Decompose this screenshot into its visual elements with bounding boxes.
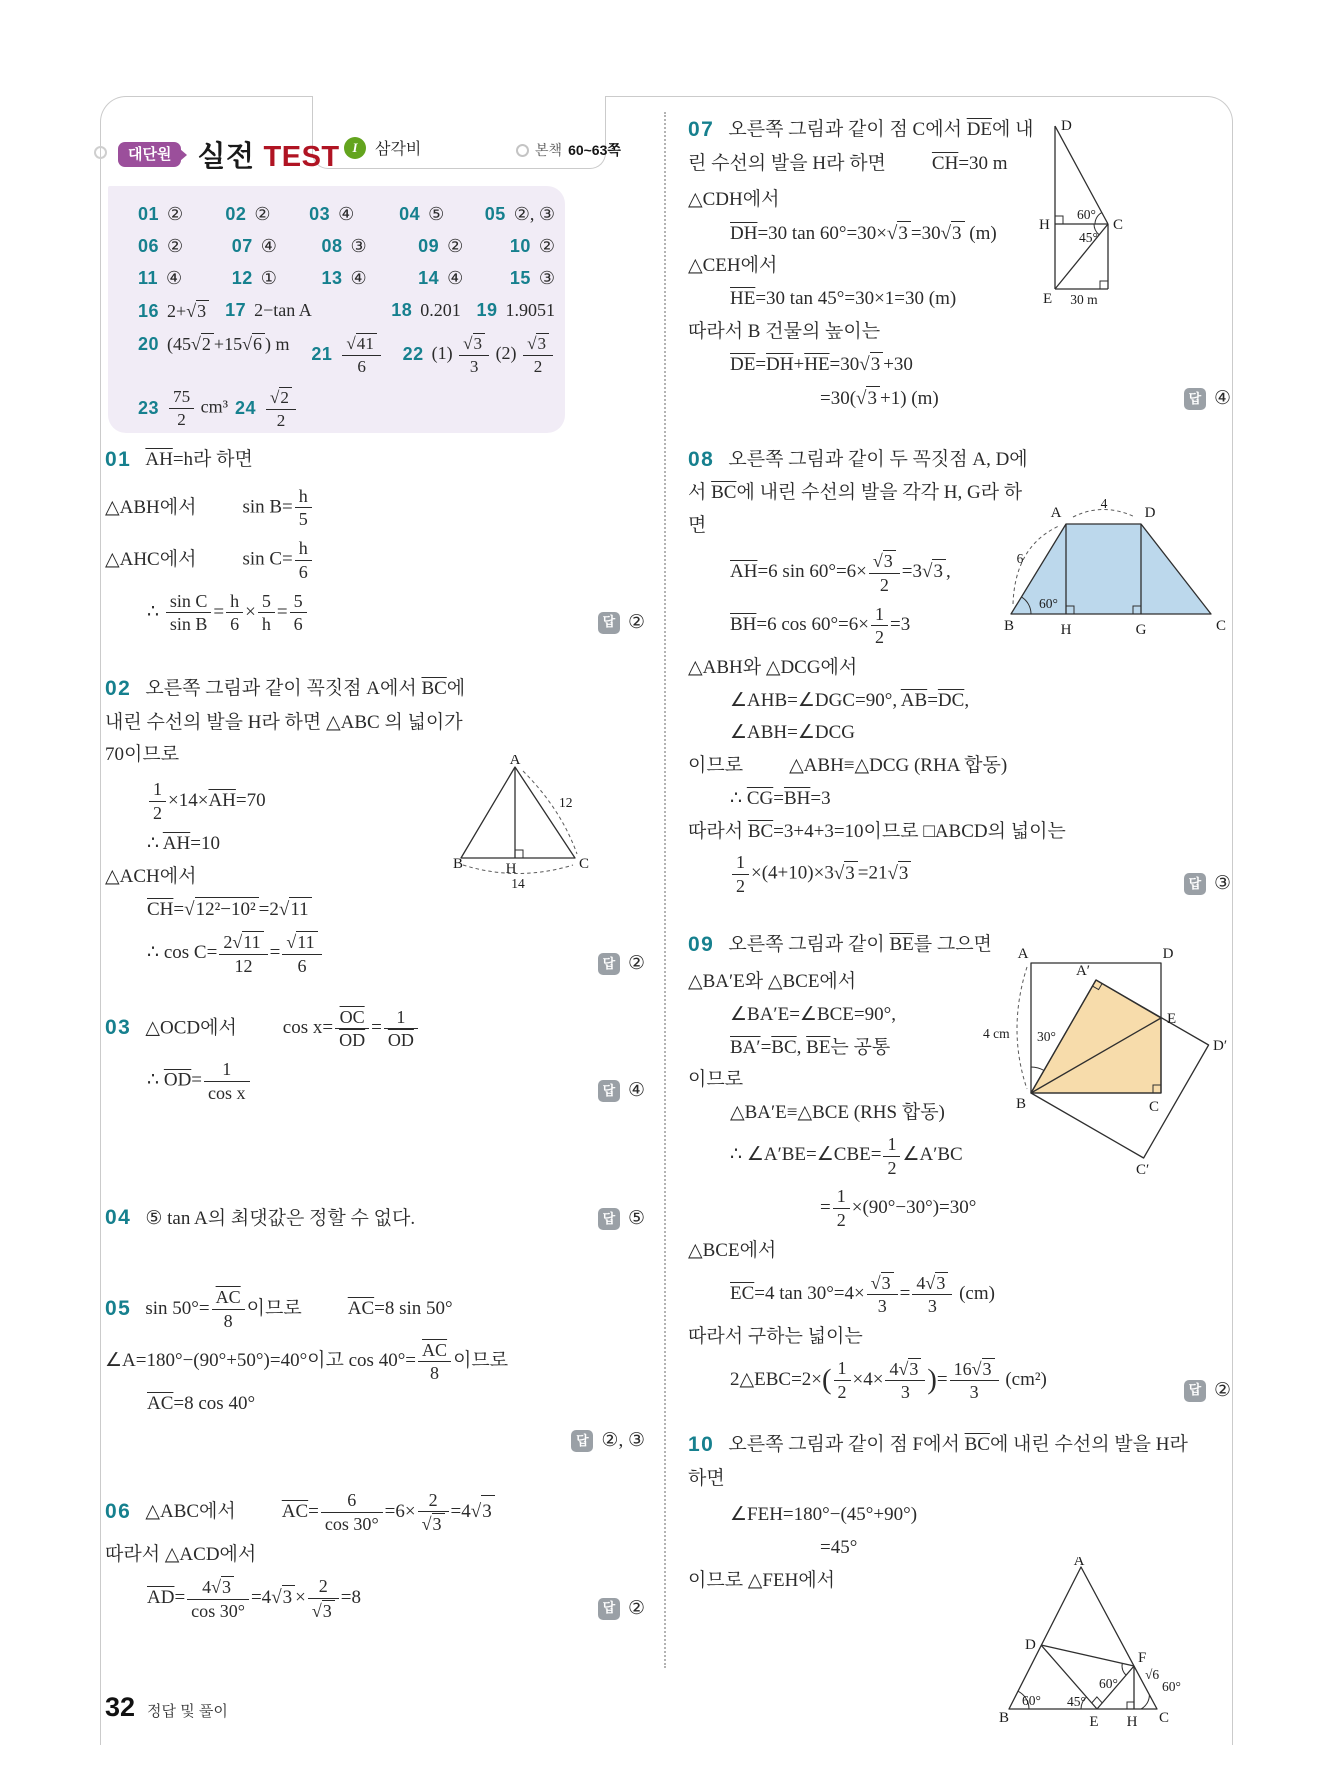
section-header — [118, 134, 340, 175]
vertex-label: B — [453, 856, 464, 873]
formula-line: $\overline{CH}=√12^2-10^2 =2√11$ — [147, 897, 645, 923]
book-reference — [516, 140, 621, 160]
vertex-label: E — [1043, 291, 1053, 307]
right-angle-mark — [1127, 1702, 1134, 1709]
solution-03 — [105, 1007, 645, 1104]
answer-badge: 답 ② — [598, 1597, 645, 1622]
formula-line: △ABH에서 sin B= $\frac{h}{5}$ — [105, 486, 645, 531]
solution-05 — [105, 1287, 645, 1453]
answer-item: 19 1.9051 — [476, 300, 556, 320]
vertex-label: D — [1162, 945, 1174, 962]
formula-line: $\overline{HE}=30$ tan 45°=30×1=30 (m) — [730, 288, 957, 310]
answer-item: 02 ② — [225, 204, 271, 224]
figure-07-buildings — [1003, 114, 1123, 318]
answer-key-row — [138, 300, 555, 322]
formula-line: 따라서 B 건물의 높이는 — [688, 320, 881, 342]
figure-02-triangle — [453, 755, 593, 897]
angle-label: 60° — [1099, 1676, 1118, 1692]
formula-line: ∴ $\overline{OD}=$ $\frac{1}{\text{cos x}}$ 답 ④ — [147, 1059, 645, 1103]
book-ref-pages: 60~63쪽 — [568, 142, 621, 158]
answer-label-icon: 답 — [598, 1208, 620, 1230]
solution-head: 08 오른쪽 그림과 같이 두 꼭짓점 A, D에서 $\overline{BC}$에 내린 수선의 발을 각각 H, G라 하면 — [688, 447, 1028, 536]
solution-04 — [105, 1200, 645, 1236]
answer-key-row — [138, 236, 555, 257]
right-angle-mark — [515, 850, 523, 858]
formula-line: = $\frac{1}{2}$ ×(90°−30°)=30° — [820, 1186, 977, 1231]
answer-line — [105, 1429, 645, 1454]
footer-label: 정답 및 풀이 — [147, 1703, 228, 1720]
solution-09 — [688, 927, 1231, 1404]
angle-label: 60° — [1022, 1693, 1041, 1709]
answer-item: 24 $\frac{√2}{2}$ — [235, 387, 298, 430]
vertex-label: E — [1167, 1010, 1177, 1027]
solution-01 — [105, 442, 645, 635]
formula-line: ∠AHB=∠DGC=90°, $\overline{AB}=\overline{DC}$, — [730, 689, 970, 711]
formula-line: ∠BA′E=∠BCE=90°, — [730, 1004, 896, 1026]
formula-line: ∴ $\overline{AH}=10$ — [147, 832, 220, 854]
solution-head: 07 오른쪽 그림과 같이 점 C에서 $\overline{DE}$에 내린 수선의 발을 H라 하면 $\overline{CH}=30$ m — [688, 118, 1034, 174]
answer-badge: 답 ⑤ — [598, 1203, 645, 1235]
vertex-label: A — [1017, 945, 1029, 962]
vertex-label: A — [1073, 1557, 1085, 1570]
vertex-label: H — [505, 861, 517, 878]
answer-badge: 답 ② — [598, 952, 645, 977]
solution-02 — [105, 671, 645, 976]
vertex-label: B — [999, 1710, 1010, 1727]
length-label: 14 — [511, 876, 525, 892]
vertex-label: A — [1050, 504, 1062, 521]
vertex-label: D — [1061, 118, 1072, 134]
angle-label: 60° — [1039, 595, 1058, 611]
formula-line: ∠FEH=180°−(45°+90°) — [730, 1504, 918, 1526]
formula-line: $\overline{AH}=6$ sin 60°=6× $\frac{√3}{2}$ =3√3 , — [730, 551, 951, 595]
answer-label-icon: 답 — [1184, 873, 1206, 895]
length-label: 30 m — [1070, 292, 1098, 307]
answer-item: 10 ② — [509, 236, 555, 256]
formula-line: =45° — [820, 1536, 858, 1558]
vertex-label: D — [1144, 504, 1156, 521]
formula-line: $\overline{AD}=$ $\frac{4√3}{\cos 30^\circ}$ =4√3 × $\frac{2}{√3}$ =8 답 ② — [147, 1575, 645, 1621]
answer-label-icon: 답 — [598, 1598, 620, 1620]
page-footer — [105, 1692, 228, 1723]
answer-key-row — [138, 204, 555, 225]
solution-06 — [105, 1490, 645, 1622]
solution-head: 06 △ABC에서 $\overline{AC}=$ $\frac{6}{\cos 30^\circ}$ =6× $\frac{2}{√3}$ =4√3 — [105, 1490, 645, 1536]
vertex-label: C — [1113, 217, 1123, 233]
answer-item: 01 ② — [138, 204, 184, 224]
answer-item: 15 ③ — [509, 268, 555, 288]
vertex-label: D′ — [1213, 1037, 1228, 1054]
answer-item: 04 ⑤ — [399, 204, 445, 224]
formula-line: $\overline{BH}=6$ cos 60°=6× $\frac{1}{2}$ =3 — [730, 603, 911, 648]
angle-label: 45° — [1067, 1694, 1086, 1710]
formula-line: ∴ $\frac{\text{sin C}}{\text{sin B}}$ = $\frac{h}{6}$ × $\frac{5}{h}$ = $\frac{5}{6}$ 답 ② — [147, 590, 645, 635]
page-title-accent: TEST — [263, 141, 340, 173]
angle-label: 30° — [1037, 1028, 1056, 1044]
answer-label-icon: 답 — [1184, 388, 1206, 410]
decorative-ring-icon — [94, 146, 107, 159]
answer-badge: 답 ② — [1184, 1379, 1231, 1404]
vertex-label: C — [579, 856, 590, 873]
formula-line: △ABH와 △DCG에서 — [688, 657, 858, 679]
length-label: 6 — [1016, 550, 1024, 566]
answer-label-icon: 답 — [598, 953, 620, 975]
vertex-label: B — [1015, 1095, 1027, 1112]
answer-badge: 답 ③ — [1184, 872, 1231, 897]
formula-line: 2△EBC=2×( $\frac{1}{2}$ ×4× $\frac{4√3}{3}$ )= $\frac{16√3}{3}$ (cm²) 답 ② — [730, 1358, 1231, 1403]
formula-line: $\overline{AC}=8$ cos 40° — [147, 1393, 256, 1415]
answer-label-icon: 답 — [598, 612, 620, 634]
formula-line: △ACH에서 — [105, 865, 197, 887]
answer-item: 14 ④ — [418, 268, 464, 288]
column-divider — [664, 112, 666, 1668]
formula-line: △CEH에서 — [688, 255, 778, 277]
answer-item: 22 (1) $\frac{√3}{3}$ (2) $\frac{√3}{2}$ — [403, 333, 555, 376]
solution-head: 04 ⑤ tan A의 최댓값은 정할 수 없다. 답 ⑤ — [105, 1200, 645, 1236]
answer-item: 18 0.201 — [391, 300, 461, 320]
answer-item: 16 2+√3 — [138, 300, 225, 322]
answer-item: 09 ② — [418, 236, 464, 256]
answer-item: 20 (45√2 +15√6 ) m — [138, 333, 290, 354]
solution-head: 09 오른쪽 그림과 같이 $\overline{BE}$를 그으면 — [688, 932, 992, 956]
formula-line: 따라서 △ACD에서 — [105, 1544, 257, 1566]
solution-head: 01 $\overline{AH}=h$라 하면 — [105, 448, 253, 471]
solution-head: 10 오른쪽 그림과 같이 점 F에서 $\overline{BC}$에 내린 수선의 발을 H라 하면 — [688, 1433, 1188, 1489]
solution-10 — [688, 1427, 1231, 1745]
solution-head: 02 오른쪽 그림과 같이 꼭짓점 A에서 $\overline{BC}$에 내린 수선의 발을 H라 하면 △ABC 의 넓이가 70이므로 — [105, 677, 466, 766]
vertex-label: E — [1089, 1714, 1099, 1730]
formula-line: 따라서 $\overline{BC}=3+4+3=10$이므로 □ABCD의 넓이는 — [688, 820, 1066, 842]
chapter-badge: 대단원 — [118, 142, 181, 167]
right-angle-mark — [1100, 281, 1108, 289]
formula-line: $BA'=\overline{BC}$, $\overline{BE}$는 공통 — [730, 1036, 891, 1058]
formula-line: ∴ $\overline{CG}=\overline{BH}=3$ — [730, 787, 831, 809]
answer-badge: 답 ④ — [1184, 387, 1231, 412]
solution-07 — [688, 112, 1231, 412]
answer-item: 12 ① — [231, 268, 277, 288]
length-label: 4 — [1100, 495, 1108, 511]
formula-line: ∠A=180°−(90°+50°)=40°이고 cos 40°= $\frac{\overline{AC}}{8}$ 이므로 — [105, 1339, 509, 1384]
formula-line: △BA′E와 △BCE에서 — [688, 971, 857, 993]
formula-line: 이므로 — [688, 1069, 744, 1091]
vertex-label: D — [1025, 1637, 1036, 1654]
vertex-label: C′ — [1136, 1161, 1150, 1177]
figure-10-triangle-cevians — [999, 1557, 1231, 1735]
vertex-label: H — [1039, 217, 1050, 233]
answer-label-icon: 답 — [571, 1430, 593, 1452]
formula-line: 이므로 △ABH≡△DCG (RHA 합동) — [688, 755, 1008, 777]
solution-head: 05 sin 50°= $\frac{\overline{AC}}{8}$ 이므로 $\overline{AC}=8$ sin 50° — [105, 1287, 453, 1331]
vertex-label: C — [1149, 1098, 1160, 1115]
vertex-label: A′ — [1075, 962, 1091, 979]
answer-item: 08 ③ — [321, 236, 367, 256]
angle-label: 60° — [1162, 1679, 1181, 1695]
vertex-label: C — [1216, 617, 1227, 634]
formula-line: $\frac{1}{2}$ ×(4+10)×3√3 =21√3 답 ③ — [730, 852, 1231, 897]
right-column — [688, 112, 1231, 1745]
formula-line: △CDH에서 — [688, 188, 780, 210]
formula-line: =30(√3 +1) (m) 답 ④ — [820, 386, 1231, 412]
answer-item: 06 ② — [138, 236, 184, 256]
answer-badge: 답 ②, ③ — [571, 1429, 645, 1454]
formula-line: △BA′E≡△BCE (RHS 합동) — [730, 1102, 945, 1124]
answer-key-row — [138, 268, 555, 289]
answer-item: 21 $\frac{√41}{6}$ — [311, 333, 402, 376]
angle-label: 60° — [1077, 207, 1096, 222]
answer-label-icon: 답 — [598, 1080, 620, 1102]
left-column — [105, 442, 645, 1629]
angle-label: 45° — [1079, 230, 1098, 245]
page-number: 32 — [105, 1692, 136, 1722]
formula-line: $\overline{DH}=30$ tan 60°=30×√3 =30√3 (m) — [730, 221, 1231, 247]
answer-item: 17 2−tan A — [225, 300, 312, 320]
right-angle-mark — [1092, 1697, 1103, 1703]
vertex-label: H — [1126, 1714, 1138, 1730]
formula-line: $\frac{1}{2}$ $\times 14\times\overline{AH}=70$ — [147, 779, 645, 824]
vertex-label: A — [509, 755, 521, 769]
formula-line: 따라서 구하는 넓이는 — [688, 1326, 863, 1348]
formula-line: $\overline{EC}=4$ tan 30°=4× $\frac{√3}{3}$ = $\frac{4√3}{3}$ (cm) — [730, 1272, 995, 1317]
answer-key-row — [138, 387, 555, 430]
length-label: 12 — [559, 795, 573, 811]
answer-item: 13 ④ — [321, 268, 367, 288]
figure-09-folded-square — [983, 933, 1231, 1183]
formula-line: $\overline{DE}=\overline{DH}+\overline{HE}=30√3 +30$ — [730, 352, 1231, 378]
page-title: 실전 TEST — [197, 141, 340, 173]
unit-label — [344, 136, 421, 159]
answer-item: 11 ④ — [138, 268, 183, 288]
formula-line: ∴ ∠A′BE=∠CBE= $\frac{1}{2}$ ∠A′BC — [730, 1133, 963, 1178]
vertex-label: H — [1060, 621, 1072, 638]
vertex-label: F — [1138, 1650, 1147, 1667]
figure-08-trapezoid — [1003, 486, 1231, 652]
book-ref-prefix: 본책 — [535, 142, 563, 158]
length-label: √6 — [1145, 1667, 1160, 1683]
formula-line: ∴ cos C= $\frac{2√11}{12}$ = $\frac{√11}{6}$ 답 ② — [147, 932, 645, 976]
triangle-outline — [461, 767, 575, 858]
answer-item: 07 ④ — [231, 236, 277, 256]
formula-line: 이므로 △FEH에서 — [688, 1569, 836, 1591]
formula-line: △BCE에서 — [688, 1239, 777, 1261]
answer-badge: 답 ④ — [598, 1079, 645, 1104]
vertex-label: C — [1159, 1710, 1170, 1727]
answer-item: 03 ④ — [309, 204, 355, 224]
formula-line: ∠ABH=∠DCG — [730, 722, 856, 744]
length-label: 4 cm — [983, 1025, 1010, 1041]
answer-badge: 답 ② — [598, 611, 645, 636]
formula-line: △AHC에서 sin C= $\frac{h}{6}$ — [105, 538, 645, 583]
vertex-label: B — [1004, 617, 1015, 634]
unit-name: 삼각비 — [375, 141, 422, 158]
right-angle-mark — [1055, 216, 1063, 224]
answer-label-icon: 답 — [1184, 1380, 1206, 1402]
answer-item: 23 $\frac{75}{2}$ cm³ — [138, 387, 229, 429]
answer-key-box — [108, 186, 565, 433]
answer-key-row — [138, 333, 555, 376]
solution-08 — [688, 442, 1231, 897]
vertex-label: G — [1135, 621, 1147, 638]
ring-icon — [516, 144, 529, 157]
unit-number-icon: I — [344, 137, 366, 159]
solution-head: 03 △OCD에서 cos x= $\frac{\overline{OC}}{OD}$ = $\frac{1}{OD}$ — [105, 1007, 645, 1052]
answer-item: 05 ②, ③ — [484, 204, 555, 224]
